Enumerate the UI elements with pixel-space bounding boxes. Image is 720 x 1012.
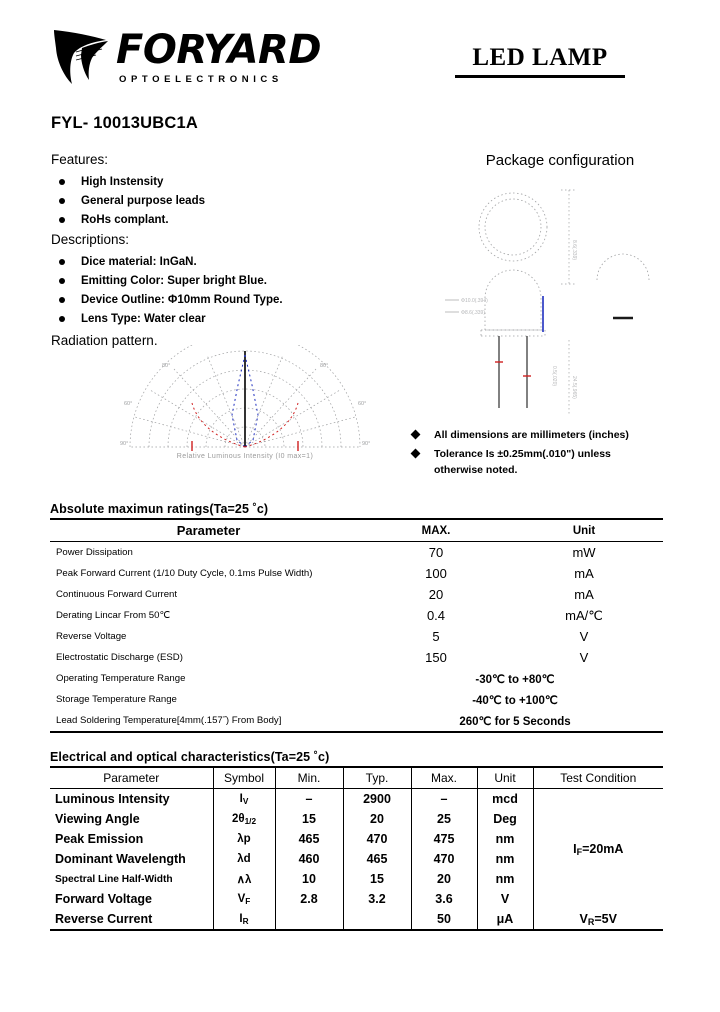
electrical-optical-title: Electrical and optical characteristics(Ta=25 ˚c): [50, 750, 330, 764]
cell-test-condition-reverse: $V_R=5V$: [533, 909, 663, 930]
cell-typ: 20: [343, 809, 411, 829]
package-configuration-title: Package configuration: [485, 152, 635, 169]
cell-unit: nm: [477, 849, 533, 869]
description-label: Lens Type: Water clear: [81, 313, 206, 325]
table-header-row: [50, 519, 663, 542]
bullet-dot-icon: [59, 316, 65, 322]
brand-logo: [52, 26, 321, 88]
electrical-optical-section: [50, 750, 663, 931]
table-row: [50, 605, 663, 626]
table-row: [50, 668, 663, 689]
bullet-dot-icon: [59, 198, 65, 204]
cell-max: 100: [425, 566, 447, 581]
cell-parameter: Viewing Angle: [55, 812, 140, 826]
column-header-max: MAX.: [367, 519, 505, 542]
note-item: [404, 427, 684, 444]
descriptions-heading: Descriptions:: [51, 232, 130, 247]
features-heading: Features:: [51, 152, 109, 167]
cell-value-merged: 260℃ for 5 Seconds: [459, 715, 571, 728]
description-label: Device Outline: Φ10mm Round Type.: [81, 294, 283, 306]
cell-unit: mA: [574, 587, 594, 602]
cell-symbol: λp: [213, 829, 275, 849]
column-header-unit: Unit: [477, 767, 533, 789]
bullet-dot-icon: [59, 217, 65, 223]
cell-unit: mA/℃: [565, 607, 603, 623]
cell-max: –: [411, 789, 477, 810]
bullet-dot-icon: [59, 278, 65, 284]
cell-typ: 470: [343, 829, 411, 849]
table-row: [50, 626, 663, 647]
cell-unit: mA: [574, 566, 594, 581]
cell-max: 470: [411, 849, 477, 869]
cell-max: 5: [432, 629, 440, 644]
bullet-dot-icon: [59, 259, 65, 265]
svg-text:60°: 60°: [358, 401, 367, 407]
cell-max: 20: [428, 587, 444, 602]
svg-text:0.5(.020): 0.5(.020): [551, 366, 557, 387]
column-header-test-condition: Test Condition: [533, 767, 663, 789]
cell-parameter: Forward Voltage: [55, 892, 153, 906]
cell-parameter: Peak Emission: [55, 832, 144, 846]
bullet-dot-icon: [59, 297, 65, 303]
cell-typ: 3.2: [343, 889, 411, 909]
svg-text:Φ8.6(.339): Φ8.6(.339): [461, 310, 486, 316]
cell-max: 150: [425, 650, 447, 665]
cell-parameter: Reverse Current: [55, 912, 153, 926]
diamond-bullet-icon: [411, 430, 421, 440]
absolute-maximum-ratings-section: [50, 502, 663, 733]
package-outline-drawing: [435, 180, 685, 425]
note-label: Tolerance Is ±0.25mm(.010") unless: [434, 447, 611, 460]
table-row: [50, 584, 663, 605]
svg-text:80°: 80°: [320, 363, 329, 369]
table-row: [50, 689, 663, 710]
column-header-symbol: Symbol: [213, 767, 275, 789]
diamond-bullet-icon: [411, 448, 421, 458]
cell-symbol: $I_V$: [213, 789, 275, 810]
descriptions-list: [51, 253, 381, 329]
feature-label: General purpose leads: [81, 195, 205, 207]
cell-unit: V: [477, 889, 533, 909]
cell-max: 25: [411, 809, 477, 829]
cell-unit: μA: [477, 909, 533, 930]
cell-parameter: Derating Lincar From 50℃: [56, 610, 171, 621]
cell-typ: [343, 909, 411, 930]
brand-name: FORYARD: [116, 26, 322, 73]
column-header-parameter: Parameter: [50, 519, 367, 542]
list-item: [51, 291, 381, 310]
cell-parameter: Storage Temperature Range: [56, 694, 177, 705]
svg-text:Φ10.0(.394): Φ10.0(.394): [461, 298, 488, 304]
table-row: [50, 710, 663, 732]
cell-max: 50: [411, 909, 477, 930]
page-header: [0, 0, 720, 105]
cell-min: –: [275, 789, 343, 810]
cell-parameter: Continuous Forward Current: [56, 589, 178, 600]
description-label: Dice material: InGaN.: [81, 256, 197, 268]
electrical-optical-table: [50, 766, 663, 931]
table-row: [50, 647, 663, 668]
cell-parameter: Lead Soldering Temperature[4mm(.157˝) From Body]: [56, 715, 282, 726]
cell-max: 0.4: [426, 608, 446, 623]
note-label: All dimensions are millimeters (inches): [434, 429, 629, 441]
cell-symbol: λd: [213, 849, 275, 869]
part-number: FYL- 10013UBC1A: [51, 114, 198, 132]
radiation-pattern-caption: Relative Luminous Intensity (I0 max=1): [176, 453, 314, 460]
table-row: [50, 789, 663, 810]
feature-label: High Instensity: [81, 176, 164, 188]
features-list: [51, 173, 381, 230]
svg-text:8.6(.339): 8.6(.339): [571, 240, 577, 261]
cell-unit: nm: [477, 829, 533, 849]
list-item: [51, 272, 381, 291]
feature-label: RoHs complant.: [81, 214, 169, 226]
cell-min: 465: [275, 829, 343, 849]
brand-subtitle: OPTOELECTRONICS: [119, 73, 283, 85]
svg-text:90°: 90°: [120, 441, 129, 447]
list-item: [51, 310, 381, 329]
svg-text:60°: 60°: [124, 401, 133, 407]
cell-min: 460: [275, 849, 343, 869]
cell-symbol: $V_F$: [213, 889, 275, 909]
cell-parameter: Luminous Intensity: [55, 792, 170, 806]
cell-unit: mcd: [477, 789, 533, 810]
table-header-row: [50, 767, 663, 789]
cell-max: 3.6: [411, 889, 477, 909]
foryard-bird-logo-icon: [52, 26, 110, 88]
table-row: [50, 909, 663, 930]
cell-parameter: Electrostatic Discharge (ESD): [56, 652, 183, 663]
note-item: [404, 446, 684, 479]
cell-parameter: Dominant Wavelength: [55, 852, 186, 866]
list-item: [51, 253, 381, 272]
column-header-max: Max.: [411, 767, 477, 789]
description-label: Emitting Color: Super bright Blue.: [81, 275, 267, 287]
cell-parameter: Reverse Voltage: [56, 631, 127, 642]
cell-value-merged: -30℃ to +80℃: [475, 673, 555, 686]
list-item: [51, 192, 381, 211]
cell-test-condition: $I_F=20mA$: [533, 789, 663, 910]
cell-unit: mW: [572, 545, 596, 560]
cell-parameter: Spectral Line Half-Width: [55, 873, 173, 885]
cell-min: [275, 909, 343, 930]
cell-max: 20: [411, 869, 477, 889]
note-label-continuation: otherwise noted.: [434, 464, 518, 476]
absolute-maximum-ratings-title: Absolute maximun ratings(Ta=25 ˚c): [50, 502, 269, 516]
cell-symbol: $2\theta_{1/2}$: [213, 809, 275, 829]
cell-parameter: Operating Temperature Range: [56, 673, 186, 684]
list-item: [51, 211, 381, 230]
cell-unit: nm: [477, 869, 533, 889]
cell-min: 10: [275, 869, 343, 889]
cell-min: 2.8: [275, 889, 343, 909]
cell-typ: 15: [343, 869, 411, 889]
radiation-pattern-heading: Radiation pattern.: [51, 333, 158, 348]
column-header-parameter: Parameter: [50, 767, 213, 789]
cell-parameter: Power Dissipation: [56, 547, 133, 558]
cell-symbol: ∧λ: [213, 869, 275, 889]
page-title: LED LAMP: [455, 44, 625, 78]
svg-text:80°: 80°: [162, 363, 171, 369]
cell-unit: Deg: [477, 809, 533, 829]
cell-max: 475: [411, 829, 477, 849]
column-header-min: Min.: [275, 767, 343, 789]
cell-typ: 2900: [343, 789, 411, 810]
table-row: [50, 542, 663, 564]
cell-symbol: $I_R$: [213, 909, 275, 930]
cell-min: 15: [275, 809, 343, 829]
column-header-typ: Typ.: [343, 767, 411, 789]
table-row: [50, 563, 663, 584]
absolute-maximum-ratings-table: [50, 518, 663, 733]
features-descriptions-column: [51, 152, 381, 348]
cell-value-merged: -40℃ to +100℃: [472, 694, 558, 707]
package-notes: [404, 427, 684, 481]
svg-text:90°: 90°: [362, 441, 371, 447]
radiation-pattern-diagram: [110, 345, 380, 475]
cell-parameter: Peak Forward Current (1/10 Duty Cycle, 0.1ms Pulse Width): [56, 568, 313, 579]
bullet-dot-icon: [59, 179, 65, 185]
cell-max: 70: [428, 545, 444, 560]
svg-text:24.5(.965): 24.5(.965): [571, 376, 577, 399]
list-item: [51, 173, 381, 192]
cell-typ: 465: [343, 849, 411, 869]
cell-unit: V: [579, 629, 589, 644]
cell-unit: V: [579, 650, 589, 665]
column-header-unit: Unit: [505, 519, 663, 542]
